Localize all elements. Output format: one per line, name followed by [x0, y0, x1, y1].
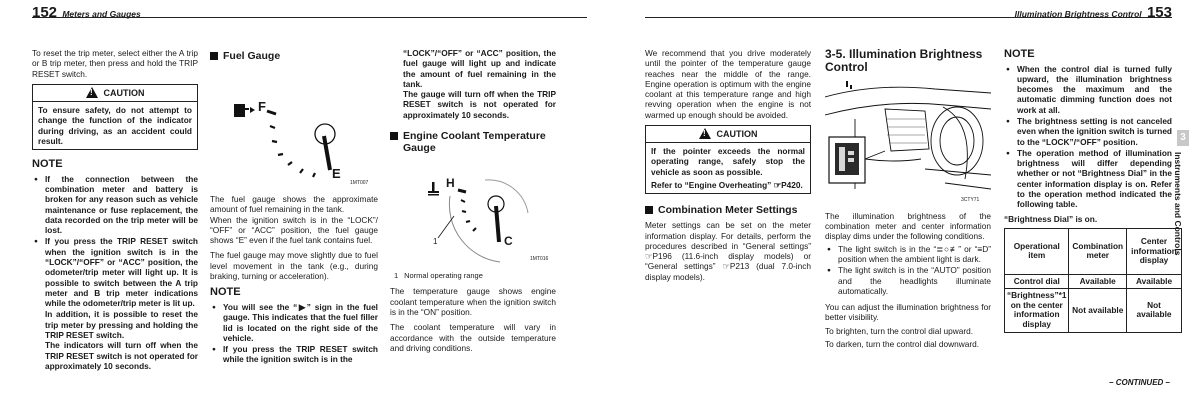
right-page-header — [1015, 4, 1172, 23]
continued-label: – CONTINUED – — [1109, 378, 1170, 387]
brightness-paragraph: To brighten, turn the control dial upward. — [825, 325, 974, 336]
caption-number: 1 — [394, 271, 399, 281]
meter-settings-paragraph: Meter settings can be set on the meter information display. For details, perform the procedures described in “General settings” ☞P196 (11.6-inch display models) or “General settings” ☞P213 (dual 7.0-inch display models). — [645, 220, 811, 282]
note-item: ● If you press the TRIP RESET switch while the ignition switch is in the — [210, 344, 378, 365]
note-list — [1004, 64, 1172, 210]
right-page-number: 153 — [1146, 4, 1172, 21]
left-header-title: Meters and Gauges — [62, 9, 141, 19]
column-5 — [825, 48, 991, 354]
column-4 — [645, 48, 811, 287]
fuel-pump-icon — [234, 104, 245, 117]
condition-list — [825, 244, 991, 296]
fuel-gauge-figure — [210, 66, 378, 194]
note-list — [32, 174, 198, 309]
note-title: NOTE — [210, 286, 241, 299]
coolant-gauge-title: Engine Coolant Temperature Gauge — [403, 129, 546, 155]
warning-triangle-icon: ! — [699, 128, 711, 139]
dashboard-figure — [825, 79, 991, 207]
table-header-row — [1005, 228, 1182, 274]
caution-label: CAUTION — [716, 128, 758, 139]
thermometer-icon — [428, 182, 439, 196]
figure-code: 3CTY71 — [961, 196, 980, 203]
note-item: ● The brightness setting is not canceled even when the ignition switch is turned to the “LOCK”/“OFF” position. — [1004, 116, 1172, 147]
note-continuation: The gauge will turn off when the TRIP RESET switch is not operated for approximately 10 seconds. — [403, 89, 556, 120]
caution-text: If the pointer exceeds the normal operating range, safely stop the vehicle as soon as possible. — [651, 146, 805, 177]
brightness-paragraph: The illumination brightness of the combination meter and center information display dims under the following conditions. — [825, 210, 991, 242]
brightness-paragraph: You can adjust the illumination brightness for better visibility. — [825, 302, 991, 323]
column-2 — [210, 48, 378, 366]
note-item: ● When the control dial is turned fully upward, the illumination brightness becomes the maximum and the automatic dimming function does not work at all. — [1004, 64, 1172, 115]
note-item: ● You will see the “▶” sign in the fuel gauge. This indicates that the fuel filler lid is located on the right side of the vehicle. — [210, 302, 378, 343]
figure-code: 1MT007 — [350, 180, 369, 187]
note-item: ● If the connection between the combination meter and battery is broken for any reason such as vehicle maintenance or fuse replacement, the data recorded on the trip meter will be lost. — [32, 174, 198, 236]
fuel-gauge-paragraph: When the ignition switch is in the “LOCK”/ “OFF” or “ACC” position, the fuel gauge shows “E” even if the fuel tank contains fuel. — [210, 214, 378, 246]
caution-header — [646, 126, 810, 143]
table-header-cell: Operational item — [1005, 228, 1069, 274]
brightness-table — [1004, 228, 1182, 333]
table-cell: Available — [1127, 274, 1182, 289]
left-page-header — [32, 4, 141, 23]
caution-box — [645, 125, 811, 194]
note-item: ● The operation method of illumination brightness will differ depending whether or not “Brightness Dial” in the center information display is on. Refer to the operation method indicated the following table. — [1004, 148, 1172, 210]
coolant-gauge-figure — [390, 158, 556, 266]
caption-text: Normal operating range — [404, 271, 483, 281]
warmup-paragraph: We recommend that you drive moderately until the pointer of the temperature gauge reaches near the middle of the range. Engine operation is optimum with the engine coolant at this temperature range and high revving operation when the engine is not warmed up enough should be avoided. — [645, 48, 811, 120]
caution-text: To ensure safety, do not attempt to change the function of the indicator during driving, as an accident could result. — [38, 105, 192, 146]
section-square-icon — [390, 132, 398, 140]
gauge-empty-label: E — [332, 166, 341, 182]
coolant-paragraph: The coolant temperature will vary in accordance with the outside temperature and driving conditions. — [390, 322, 556, 353]
fuel-gauge-illustration — [210, 66, 378, 194]
section-square-icon — [645, 206, 653, 214]
column-1 — [32, 48, 198, 371]
fuel-gauge-title: Fuel Gauge — [223, 50, 281, 62]
section-square-icon — [210, 52, 218, 60]
gauge-cold-label: C — [504, 234, 513, 249]
table-cell: “Brightness”*1 on the center information display — [1005, 289, 1069, 332]
table-cell: Available — [1069, 274, 1127, 289]
right-header-rule — [645, 17, 1172, 18]
note-list — [210, 302, 378, 365]
section-title: 3-5. Illumination Brightness Control — [825, 47, 983, 75]
meter-settings-heading — [645, 204, 811, 216]
fuel-gauge-paragraph: The fuel gauge shows the approximate amount of fuel remaining in the tank. — [210, 194, 378, 215]
coolant-gauge-heading — [390, 130, 556, 154]
left-header-rule — [32, 17, 587, 18]
note-item: ● If you press the TRIP RESET switch when the ignition switch is in the “LOCK”/“OFF” or “ACC” position, the odometer/trip meter will light up. It is possible to switch between the A trip meter and B trip meter indications while the odometer/trip meter is lit up. — [32, 236, 198, 308]
note-title: NOTE — [32, 158, 63, 171]
table-row — [1005, 274, 1182, 289]
gauge-full-label: F — [258, 99, 266, 115]
table-header-cell: Combination meter — [1069, 228, 1127, 274]
table-cell: Not available — [1069, 289, 1127, 332]
meter-settings-title: Combination Meter Settings — [658, 204, 798, 217]
table-cell: Not available — [1127, 289, 1182, 332]
note-continuation: In addition, it is possible to reset the trip meter by pressing and holding the TRIP RESET switch. — [45, 309, 198, 340]
table-cell: Control dial — [1005, 274, 1069, 289]
callout-number: 1 — [433, 237, 438, 247]
warning-triangle-icon: ! — [86, 87, 98, 98]
table-header-cell: Center information display — [1127, 228, 1182, 274]
left-page-number: 152 — [32, 4, 58, 21]
note-title: NOTE — [1004, 48, 1035, 60]
table-row — [1005, 289, 1182, 332]
chapter-tab: 3 — [1177, 130, 1189, 146]
gauge-hot-label: H — [446, 176, 455, 191]
note-continuation: The indicators will turn off when the TRIP RESET switch is not operated for approximately 10 seconds. — [45, 340, 198, 371]
coolant-gauge-illustration — [390, 158, 556, 266]
coolant-paragraph: The temperature gauge shows engine coolant temperature when the ignition switch is in the “ON” position. — [390, 286, 556, 317]
condition-item: ● The light switch is in the “AUTO” position and the headlights illuminate automatically. — [825, 265, 991, 296]
trip-reset-intro: To reset the trip meter, select either the A trip or B trip meter, then press and hold the TRIP RESET switch. — [32, 48, 198, 79]
chapter-label: Instruments and Controls — [1173, 152, 1183, 256]
figure-caption — [390, 271, 556, 280]
column-6 — [1004, 48, 1177, 333]
column-3 — [390, 48, 556, 358]
caution-header — [33, 85, 197, 102]
caution-reference: Refer to “Engine Overheating” ☞P420. — [651, 179, 803, 190]
dashboard-illustration — [825, 79, 991, 207]
table-intro: “Brightness Dial” is on. — [1004, 213, 1098, 224]
brightness-paragraph: To darken, turn the control dial downward. — [825, 338, 980, 349]
caution-label: CAUTION — [103, 87, 145, 98]
figure-code: 1MT016 — [530, 256, 549, 263]
fuel-gauge-paragraph: The fuel gauge may move slightly due to fuel level movement in the tank (e.g., during braking, turning or acceleration). — [210, 250, 378, 282]
right-header-title: Illumination Brightness Control — [1014, 9, 1142, 19]
note-continuation: “LOCK”/“OFF” or “ACC” position, the fuel gauge will light up and indicate the amount of fuel remaining in the tank. — [403, 48, 556, 89]
fuel-gauge-heading — [210, 50, 378, 62]
caution-box — [32, 84, 198, 150]
condition-item: ● The light switch is in the “≣○≢” or “≡D” position when the ambient light is dark. — [825, 244, 991, 265]
